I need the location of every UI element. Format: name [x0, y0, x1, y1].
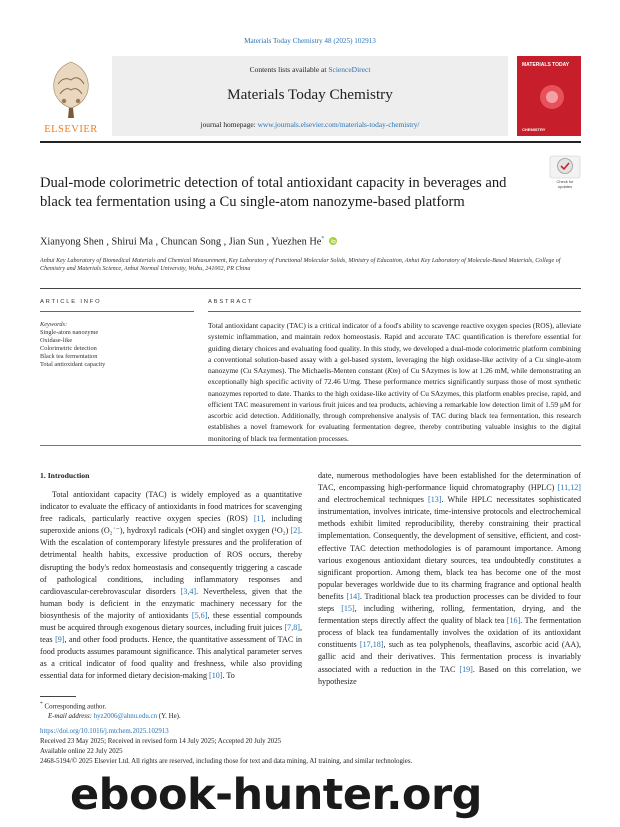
masthead-center — [112, 56, 508, 136]
body-text: , teas — [40, 623, 302, 645]
citation-link[interactable]: [17,18] — [359, 640, 384, 650]
elsevier-logo — [40, 56, 102, 138]
body-text: , such as tea polyphenols, theaflavins, ascorbic acid (AA), gallic acid and their derivatives. This fermentation process is invariably associated with a reduction in the TAC — [318, 640, 581, 674]
keyword-item: Colorimetric detection — [40, 345, 97, 352]
citation-link[interactable]: [9] — [55, 635, 65, 645]
masthead — [40, 56, 581, 138]
check-updates-icon — [549, 155, 581, 179]
keyword-item: Single-atom nanozyme — [40, 329, 99, 336]
article-footer — [40, 727, 412, 767]
keywords-block — [40, 321, 190, 369]
cover-title: MATERIALS TODAY — [522, 62, 570, 68]
footnote-rule — [40, 696, 76, 697]
available-online: Available online 22 July 2025 — [40, 748, 123, 755]
article-info-rule — [40, 311, 194, 312]
received-dates: Received 23 May 2025; Received in revised form 14 July 2025; Accepted 20 July 2025 — [40, 738, 282, 745]
body-text: date, numerous methodologies have been established for the determination of TAC, encompassing high-performance liquid chromatography (HPLC) — [318, 471, 581, 493]
contents-line: Contents lists available at ScienceDirect — [249, 65, 371, 74]
citation-link[interactable]: [3,4] — [180, 586, 197, 596]
body-text: . To — [222, 671, 235, 681]
body-text: , including superoxide anions (O₂˙⁻), hydroxyl radicals (•OH) and singlet oxygen (¹O₂) — [40, 514, 302, 536]
body-text: and electrochemical techniques — [318, 495, 429, 505]
keyword-item: Total antioxidant capacity — [40, 361, 106, 368]
body-text: , and other food products. Hence, the quantitative assessment of TAC in food products assumes paramount significance. This analytical parameter serves as a critical indicator of food quality and freshness, while also providing essential data for informed dietary decision-making — [40, 635, 302, 681]
watermark-text: ebook-hunter.org — [70, 770, 482, 820]
elsevier-wordmark: ELSEVIER — [44, 124, 98, 135]
journal-title: Materials Today Chemistry — [227, 86, 393, 103]
journal-homepage-link[interactable]: www.journals.elsevier.com/materials-today-chemistry/ — [257, 120, 420, 129]
body-text: . Based on this correlation, we hypothesize — [318, 664, 581, 686]
affiliation: Anhui Key Laboratory of Biomedical Materials and Chemical Measurement, Key Laboratory of Functional Molecular Solids, Ministry of Education, Anhui Key Laboratory of Molecule-Based Materials, College of Chemistry and Materials Science, Anhui Normal University, Wuhu, 241002, PR China — [40, 258, 561, 272]
citation-link[interactable]: [19] — [459, 664, 473, 674]
corresponding-mark[interactable]: * — [321, 236, 325, 242]
body-text: . Nevertheless, given that the human body is deficient in the enzymatic machinery necessary for the biosynthesis of the majority of antioxidants — [40, 586, 302, 620]
abstract-heading: ABSTRACT — [208, 299, 254, 305]
footnote-mark: * — [40, 701, 43, 707]
orcid-icon[interactable] — [329, 237, 337, 245]
body-text: , including withering, rolling, fermentation, drying, and the fermentation steps directly affect the quality of black tea — [318, 604, 581, 626]
body-text: . While HPLC necessitates sophisticated instrumentation, involves intricate, time-intensive protocols and electrochemical methods exhibit limited reproducibility, thereby constraining their practical implementation. Consequently, the development of sensitive, efficient, and cost-effective TAC detection methodologies is of paramount importance. Among various exogenous antioxidant dietary sources, tea undoubtedly constitutes a significant proportion. Among them, black tea has become one of the most popular beverages worldwide due to its charming fragrance and optional health benefits — [318, 495, 581, 601]
author-list: Xianyong Shen , Shirui Ma , Chuncan Song , Jian Sun , Yuezhen He* — [40, 236, 337, 247]
header-divider — [40, 288, 581, 289]
keyword-item: Black tea fermentation — [40, 353, 98, 360]
cover-art-icon — [537, 82, 567, 112]
body-text: Total antioxidant capacity (TAC) is widely employed as a quantitative indicator to evaluate the efficacy of antioxidants in food matrices for scavenging free radicals, particularly reactive oxygen species (ROS) — [40, 490, 302, 524]
introduction-heading: 1. Introduction — [40, 471, 90, 480]
body-text: . With the escalation of contemporary lifestyle pressures and the proliferation of detrimental health habits, excessive production of ROS occurs, thereby disrupting the body's redox homeostasis and consequently triggering a cascade of pathological conditions, including inflammatory responses and cardiovascular-cerebrovascular disorders — [40, 526, 302, 596]
citation-link[interactable]: [11,12] — [557, 483, 581, 493]
citation-link[interactable]: [10] — [209, 671, 223, 681]
keywords-label: Keywords: — [40, 321, 68, 328]
copyright-line: 2468-5194/© 2025 Elsevier Ltd. All rights are reserved, including those for text and data mining, AI training, and similar technologies. — [40, 758, 413, 765]
body-text: . The fermentation process of black tea fundamentally involves the oxidation of its antioxidant constituents — [318, 616, 582, 650]
citation-link[interactable]: [1] — [253, 514, 264, 524]
citation-link[interactable]: [13] — [428, 495, 442, 505]
homepage-line: journal homepage: www.journals.elsevier.com/materials-today-chemistry/ — [200, 120, 420, 129]
intro-left-column — [40, 489, 302, 683]
article-title: Dual-mode colorimetric detection of total antioxidant capacity in beverages and black tea fermentation using a Cu single-atom nanozyme-based platform — [40, 175, 507, 210]
journal-citation-link[interactable]: Materials Today Chemistry 48 (2025) 102913 — [244, 37, 376, 45]
cover-band: CHEMISTRY — [522, 127, 546, 132]
intro-right-column — [318, 470, 581, 688]
journal-cover-thumbnail[interactable] — [517, 56, 581, 136]
abstract-bottom-rule — [40, 445, 581, 446]
email-link[interactable]: hyz2006@ahnu.edu.cn — [93, 713, 158, 720]
body-text: . Traditional black tea production processes can be divided to four steps — [318, 591, 581, 614]
masthead-rule — [40, 141, 581, 143]
abstract-rule — [208, 311, 581, 312]
citation-link[interactable]: [2] — [290, 526, 300, 536]
citation-link[interactable]: [16] — [506, 616, 521, 626]
citation-link[interactable]: [14] — [346, 591, 360, 601]
citation-link[interactable]: [7,8] — [284, 623, 300, 633]
body-text: , these essential compounds must be acquired through exogenous dietary sources, including fruit juices — [40, 610, 302, 633]
abstract-text: Total antioxidant capacity (TAC) is a critical indicator of a food's ability to scavenge reactive oxygen species (ROS), alleviate systemic inflammation, and maintain redox homeostasis. Rapid and accurate TAC quantification is therefore essential for guiding dietary choices and evaluating food quality. In this study, we developed a dual-mode colorimetric platform combining a conventional solution-based assay with a gel-based system, leveraging the high oxidase-like activity of a Cu single-atom nanozyme (Cu SAzymes). The Michaelis-Menten constant (Km) of Cu SAzymes is low at 1.26 mM, while demonstrating an exceptionally high specific activity of 72.46 U/mg. These performance metrics significantly surpass those of most synthetic nanozymes reported to date. Thanks to the high oxidase-like activity of Cu SAzymes, this platform enables precise, rapid, and efficient TAC measurement in various fruit juices and tea products, achieving a remarkable low detection limit of 1.59 μM for ascorbic acid detection. Additionally, through comprehensive analysis of TAC during black tea fermentation, this research establishes a novel framework for evaluating fermentation degree, thereby contributing valuable insights to the digital monitoring of black tea fermentation processes. — [208, 321, 581, 443]
keyword-item: Oxidase-like — [40, 337, 73, 344]
doi-link[interactable]: https://doi.org/10.1016/j.mtchem.2025.102913 — [40, 728, 169, 735]
citation-link[interactable]: [5,6] — [191, 610, 208, 620]
sciencedirect-link[interactable]: ScienceDirect — [328, 65, 371, 74]
check-for-updates-badge[interactable]: Check for updates — [549, 155, 581, 187]
footnote: * Corresponding author. E-mail address: hyz2006@ahnu.edu.cn (Y. He). — [40, 701, 181, 720]
km-symbol: Km — [387, 366, 398, 375]
article-info-heading: ARTICLE INFO — [40, 299, 102, 305]
citation-link[interactable]: [15] — [341, 604, 355, 614]
